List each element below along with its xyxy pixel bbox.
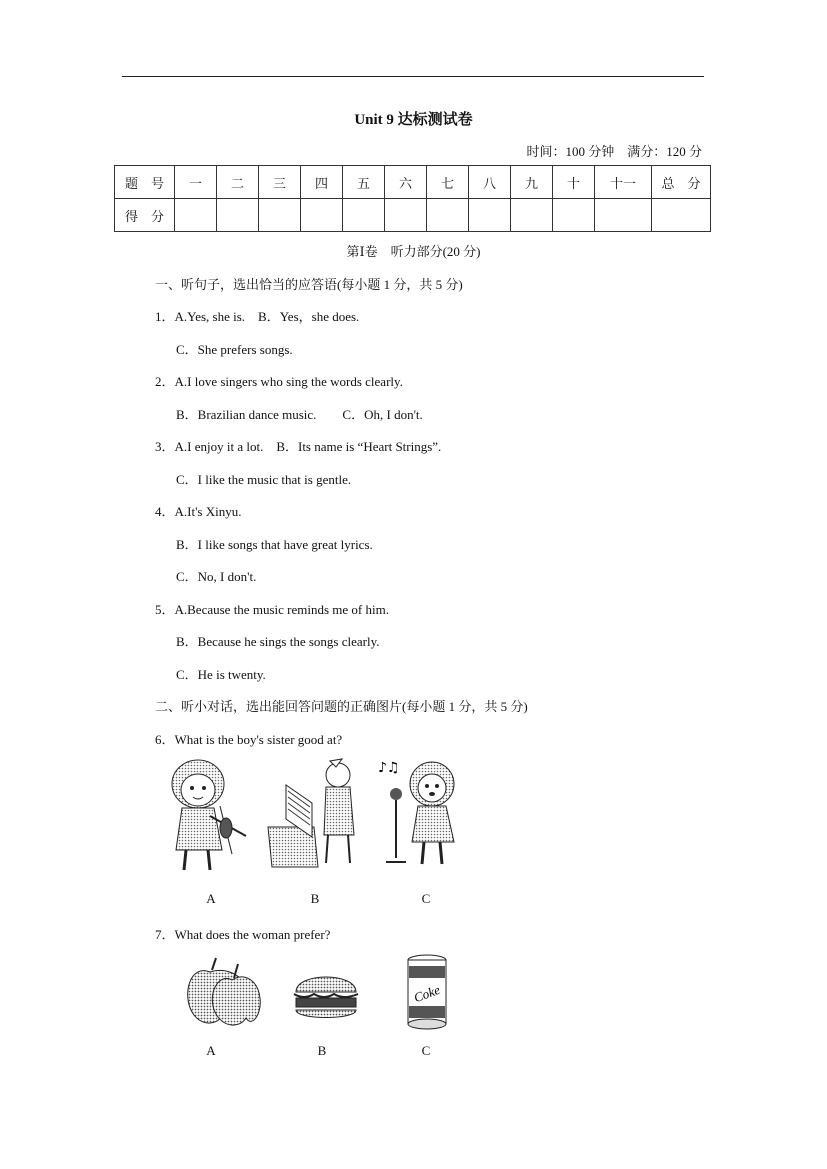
top-rule — [122, 76, 704, 77]
girl-piano-picture — [266, 755, 358, 870]
score-cell: 总 分 — [652, 166, 711, 199]
score-cell: 八 — [469, 166, 511, 199]
option-line: B．Brazilian dance music. C．Oh, I don't. — [176, 407, 423, 422]
score-blank[interactable] — [175, 199, 217, 232]
choice-label: B — [317, 1043, 327, 1058]
score-blank[interactable] — [259, 199, 301, 232]
score-cell: 四 — [301, 166, 343, 199]
cola-can-picture — [404, 952, 450, 1030]
option-line: C．I like the music that is gentle. — [176, 472, 352, 487]
score-cell: 得 分 — [115, 199, 175, 232]
svg-text:♪♫: ♪♫ — [378, 760, 400, 776]
score-blank[interactable] — [385, 199, 427, 232]
score-cell: 五 — [343, 166, 385, 199]
option-line: C．He is twenty. — [176, 667, 266, 682]
score-cell: 十 — [553, 166, 595, 199]
score-cell: 十一 — [595, 166, 652, 199]
question-line: 1．A.Yes, she is. B．Yes，she does. — [155, 309, 360, 324]
score-cell: 一 — [175, 166, 217, 199]
choice-label: B — [310, 891, 320, 906]
can-brand-text: Coke — [411, 981, 442, 1006]
score-blank[interactable] — [595, 199, 652, 232]
time-info: 时间：100 分钟 满分：120 分 — [526, 144, 702, 159]
score-cell: 七 — [427, 166, 469, 199]
part-title: 第Ⅰ卷 听力部分(20 分) — [346, 244, 481, 259]
option-line: C．No, I don't. — [176, 569, 257, 584]
score-blank[interactable] — [553, 199, 595, 232]
hamburger-picture — [290, 968, 362, 1024]
score-cell: 九 — [511, 166, 553, 199]
page-title: Unit 9 达标测试卷 — [354, 112, 473, 128]
option-line: B．I like songs that have great lyrics. — [176, 537, 373, 552]
score-blank[interactable] — [511, 199, 553, 232]
score-header-row — [115, 166, 711, 199]
score-input-row — [115, 199, 711, 232]
score-blank[interactable] — [652, 199, 711, 232]
option-line: C．She prefers songs. — [176, 342, 293, 357]
question-line: 7．What does the woman prefer? — [155, 927, 331, 942]
option-line: B．Because he sings the songs clearly. — [176, 634, 380, 649]
score-cell: 二 — [217, 166, 259, 199]
apples-picture — [182, 954, 262, 1030]
score-cell: 题 号 — [115, 166, 175, 199]
girl-singing-picture — [376, 758, 468, 870]
question-line: 6．What is the boy's sister good at? — [155, 732, 343, 747]
score-table — [114, 165, 711, 232]
section-heading: 二、听小对话，选出能回答问题的正确图片(每小题 1 分，共 5 分) — [155, 699, 528, 714]
choice-label: C — [421, 891, 431, 906]
question-line: 5．A.Because the music reminds me of him. — [155, 602, 389, 617]
question-line: 3．A.I enjoy it a lot. B．Its name is “Heart Strings”. — [155, 439, 442, 454]
score-cell: 三 — [259, 166, 301, 199]
score-blank[interactable] — [343, 199, 385, 232]
score-blank[interactable] — [301, 199, 343, 232]
choice-label: A — [206, 1043, 216, 1058]
choice-label: A — [206, 891, 216, 906]
choice-label: C — [421, 1043, 431, 1058]
question-line: 4．A.It's Xinyu. — [155, 504, 242, 519]
score-blank[interactable] — [469, 199, 511, 232]
girl-violin-picture — [160, 758, 252, 876]
score-blank[interactable] — [427, 199, 469, 232]
section-heading: 一、听句子，选出恰当的应答语(每小题 1 分，共 5 分) — [155, 277, 463, 292]
score-cell: 六 — [385, 166, 427, 199]
question-line: 2．A.I love singers who sing the words clearly. — [155, 374, 403, 389]
score-blank[interactable] — [217, 199, 259, 232]
